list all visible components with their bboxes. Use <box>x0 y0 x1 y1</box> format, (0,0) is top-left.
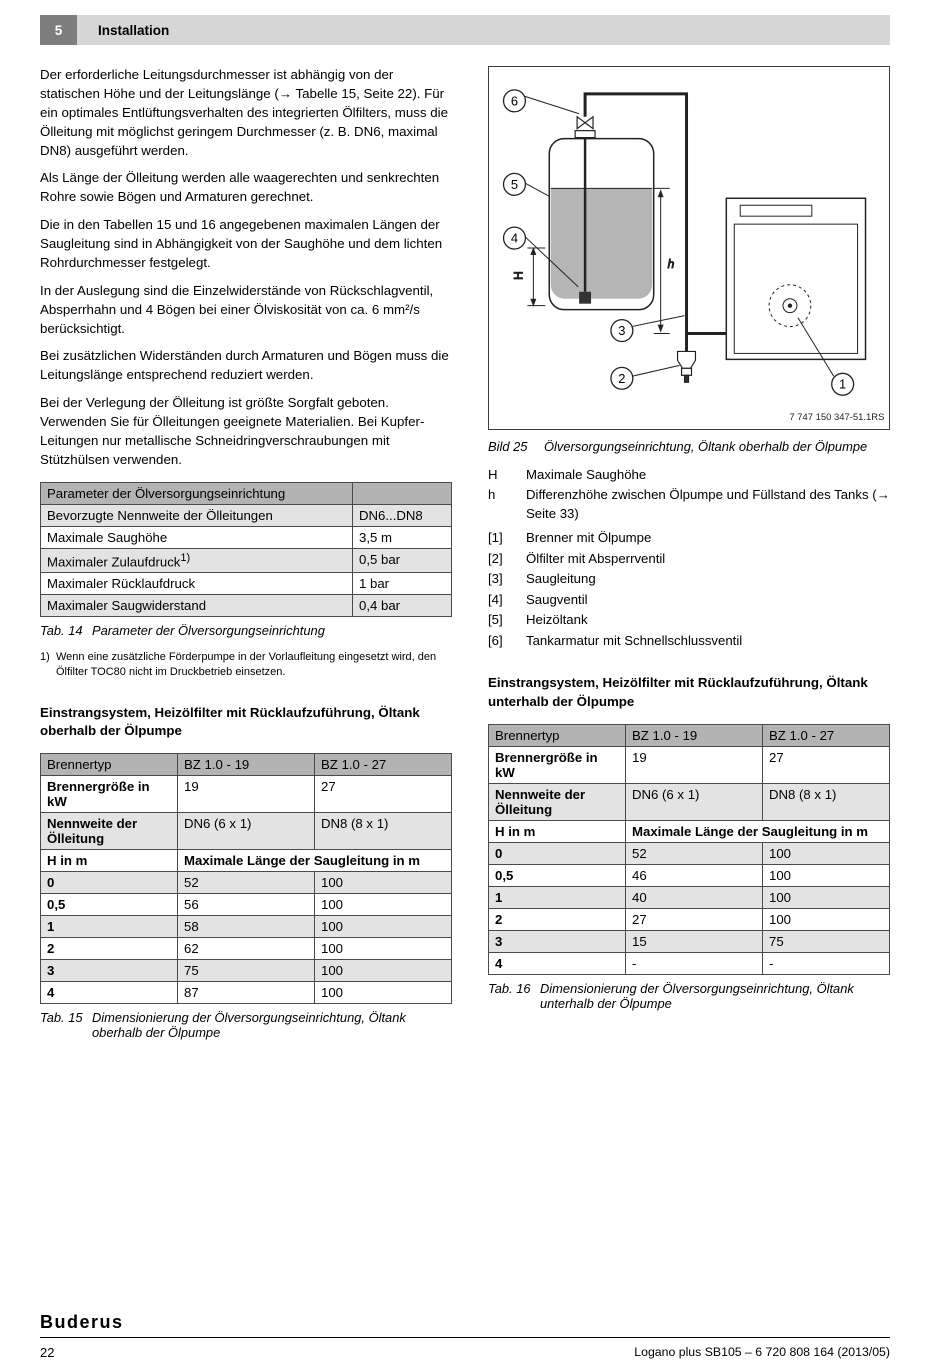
param-label: Bevorzugte Nennweite der Ölleitungen <box>41 504 353 526</box>
row-label: H in m <box>41 849 178 871</box>
row-label: Nennweite der Ölleitung <box>489 783 626 820</box>
table-caption <box>40 1010 452 1040</box>
paragraph: Bei zusätzlichen Widerständen durch Armaturen und Bögen muss die Leitungslänge entsprechend reduziert werden. <box>40 348 449 383</box>
svg-text:6: 6 <box>510 93 519 109</box>
caption-label: Tab. 14 <box>40 623 83 639</box>
dim-h-label: h <box>667 256 675 271</box>
h-value: 0 <box>489 842 626 864</box>
cell: 46 <box>626 864 763 886</box>
cell: 19 <box>626 746 763 783</box>
svg-text:2: 2 <box>618 370 626 386</box>
page-header <box>40 15 890 45</box>
cell: 40 <box>626 886 763 908</box>
cell: 100 <box>315 937 452 959</box>
footer-divider <box>40 1337 890 1338</box>
svg-text:4: 4 <box>510 230 519 246</box>
param-label: Maximaler Zulaufdruck$^{1)}$ <box>41 548 353 572</box>
callout-6 <box>504 90 526 112</box>
section-title: Installation <box>98 22 170 38</box>
caption-text: Dimensionierung der Ölversorgungseinrichtung, Öltank unterhalb der Ölpumpe <box>540 980 854 1011</box>
cell: 100 <box>315 915 452 937</box>
cell: 100 <box>763 864 890 886</box>
cell: 19 <box>178 775 315 812</box>
legend-key: [6] <box>488 632 503 648</box>
param-label: Maximale Saughöhe <box>41 526 353 548</box>
cell: 75 <box>763 930 890 952</box>
figure-oil-supply-diagram <box>488 66 890 430</box>
paragraph: Bei der Verlegung der Ölleitung ist größte Sorgfalt geboten. Verwenden Sie für Ölleitungen geeignete Materialien. Bei Kupfer-Leitungen nur metallische Schneidringverschraubungen mit Stützhülsen verwenden. <box>40 395 425 467</box>
section-number: 5 <box>40 15 77 45</box>
cell: 56 <box>178 893 315 915</box>
svg-text:5: 5 <box>510 176 519 192</box>
h-value: 3 <box>489 930 626 952</box>
table-caption <box>40 623 452 638</box>
col-header: BZ 1.0 - 19 <box>626 724 763 746</box>
legend-item <box>488 632 890 650</box>
span-label: Maximale Länge der Saugleitung in m <box>626 820 890 842</box>
paragraph: In der Auslegung sind die Einzelwiderstände von Rückschlagventil, Absperrhahn und 4 Bögen bei einer Ölviskosität von ca. 6 mm²/s berücksichtigt. <box>40 282 434 336</box>
h-value: 0,5 <box>489 864 626 886</box>
content-columns <box>40 66 890 1040</box>
cell: DN8 (8 x 1) <box>315 812 452 849</box>
param-label: Maximaler Saugwiderstand <box>41 595 353 617</box>
cell: 27 <box>626 908 763 930</box>
right-column <box>488 66 890 1040</box>
legend-text: Saugleitung <box>526 571 596 587</box>
figure-ref-number: 7 747 150 347-51.1RS <box>789 412 885 424</box>
section-heading-right: Einstrangsystem, Heizölfilter mit Rücklaufzuführung, Öltank unterhalb der Ölpumpe <box>488 675 868 709</box>
caption-label: Tab. 16 <box>488 980 531 996</box>
callout-2 <box>611 367 633 389</box>
page-footer <box>40 1312 890 1360</box>
cell: 100 <box>763 842 890 864</box>
svg-text:3: 3 <box>618 323 626 339</box>
legend-key: [1] <box>488 530 503 546</box>
dimensioning-table-above <box>40 753 452 1004</box>
h-value: 1 <box>41 915 178 937</box>
h-value: 2 <box>489 908 626 930</box>
legend-item <box>488 550 890 568</box>
h-value: 4 <box>41 981 178 1003</box>
legend-item <box>488 486 890 523</box>
h-value: 4 <box>489 952 626 974</box>
param-label: Maximaler Rücklaufdruck <box>41 573 353 595</box>
legend-item <box>488 611 890 629</box>
legend-item <box>488 466 890 484</box>
legend-text: Differenzhöhe zwischen Ölpumpe und Füllstand des Tanks (→ Seite 33) <box>526 487 890 521</box>
caption-text: Dimensionierung der Ölversorgungseinrichtung, Öltank oberhalb der Ölpumpe <box>92 1009 406 1040</box>
cell: DN6 (6 x 1) <box>178 812 315 849</box>
footnote-marker: 1) <box>40 651 50 664</box>
legend-key: [3] <box>488 571 503 587</box>
oil-tank <box>549 139 653 310</box>
callout-3 <box>611 320 633 342</box>
cell: 75 <box>178 959 315 981</box>
h-value: 0,5 <box>41 893 178 915</box>
oil-filter <box>678 351 696 382</box>
col-header: BZ 1.0 - 27 <box>763 724 890 746</box>
dim-H-label: H <box>511 271 526 280</box>
cell: 100 <box>315 981 452 1003</box>
cell: 100 <box>763 908 890 930</box>
cell: 27 <box>315 775 452 812</box>
callout-5 <box>504 173 526 195</box>
legend-text: Tankarmatur mit Schnellschlussventil <box>526 632 743 648</box>
h-value: 3 <box>41 959 178 981</box>
legend-text: Ölfilter mit Absperrventil <box>526 550 666 566</box>
h-value: 0 <box>41 871 178 893</box>
cell: 100 <box>315 871 452 893</box>
legend-key: H <box>488 467 498 482</box>
footnote-ref: 1) <box>180 551 191 564</box>
dimensioning-table-below <box>488 724 890 975</box>
legend-text: Saugventil <box>526 591 588 607</box>
cell: 58 <box>178 915 315 937</box>
row-label: Brennergröße in kW <box>41 775 178 812</box>
param-value: 1 bar <box>353 573 452 595</box>
cell: 52 <box>178 871 315 893</box>
callout-1 <box>832 373 854 395</box>
col-header: Brennertyp <box>41 753 178 775</box>
callout-4 <box>504 227 526 249</box>
paragraph: Der erforderliche Leitungsdurchmesser ist abhängig von der statischen Höhe und der Leitungslänge (→ Tabelle 15, Seite 22). Für ein optimales Entlüftungsverhalten des integrierten Ölfilters, muss die Ölleitung mit möglichst geringem Durchmesser (z. B. DN6, maximal DN8) ausgeführt werden. <box>40 67 448 158</box>
parameter-table <box>40 482 452 617</box>
legend-text: Heizöltank <box>526 612 588 628</box>
param-value: 0,4 bar <box>353 595 452 617</box>
paragraph: Die in den Tabellen 15 und 16 angegebenen maximalen Längen der Saugleitung sind in Abhängigkeit von der Saughöhe und dem lichten Rohrdurchmesser festgelegt. <box>40 217 443 270</box>
cell: 15 <box>626 930 763 952</box>
row-label: H in m <box>489 820 626 842</box>
caption-text: Ölversorgungseinrichtung, Öltank oberhalb der Ölpumpe <box>544 439 868 454</box>
svg-text:1: 1 <box>839 376 847 392</box>
param-value: 0,5 bar <box>353 548 452 572</box>
footnote <box>40 650 452 680</box>
figure-legend <box>488 466 890 650</box>
buderus-logo: Buderus <box>40 1312 124 1332</box>
legend-key: h <box>488 487 496 503</box>
section-heading-left: Einstrangsystem, Heizölfilter mit Rücklaufzuführung, Öltank oberhalb der Ölpumpe <box>40 704 420 739</box>
caption-label: Tab. 15 <box>40 1009 83 1025</box>
page-number: 22 <box>40 1345 55 1360</box>
footnote-text: Wenn eine zusätzliche Förderpumpe in der Vorlaufleitung eingesetzt wird, den Ölfilter TOC80 nicht im Druckbetrieb einsetzen. <box>56 651 437 678</box>
cell: 52 <box>626 842 763 864</box>
table-caption <box>488 981 890 1011</box>
col-header: Brennertyp <box>489 724 626 746</box>
legend-key: [2] <box>488 550 503 566</box>
document-reference: Logano plus SB105 – 6 720 808 164 (2013/05) <box>634 1345 890 1359</box>
cell: - <box>763 952 890 974</box>
parameter-table-title-empty <box>353 482 452 504</box>
h-value: 1 <box>489 886 626 908</box>
cell: 87 <box>178 981 315 1003</box>
paragraph: Als Länge der Ölleitung werden alle waagerechten und senkrechten Rohre sowie Bögen und Armaturen gerechnet. <box>40 170 440 205</box>
legend-key: [4] <box>488 591 503 607</box>
h-value: 2 <box>41 937 178 959</box>
cell: 27 <box>763 746 890 783</box>
caption-text: Parameter der Ölversorgungseinrichtung <box>92 623 325 639</box>
cell: 100 <box>315 959 452 981</box>
row-label: Brennergröße in kW <box>489 746 626 783</box>
cell: - <box>626 952 763 974</box>
cell: DN6 (6 x 1) <box>626 783 763 820</box>
cell: 100 <box>763 886 890 908</box>
cell: 62 <box>178 937 315 959</box>
span-label: Maximale Länge der Saugleitung in m <box>178 849 452 871</box>
dimension-H <box>511 247 545 307</box>
col-header: BZ 1.0 - 19 <box>178 753 315 775</box>
legend-item <box>488 591 890 609</box>
param-value: 3,5 m <box>353 526 452 548</box>
legend-text: Brenner mit Ölpumpe <box>526 530 652 546</box>
tank-armature <box>575 117 595 138</box>
row-label: Nennweite der Ölleitung <box>41 812 178 849</box>
cell: 100 <box>315 893 452 915</box>
cell: DN8 (8 x 1) <box>763 783 890 820</box>
caption-label: Bild 25 <box>488 439 528 454</box>
legend-item <box>488 529 890 547</box>
col-header: BZ 1.0 - 27 <box>315 753 452 775</box>
foot-valve <box>579 292 591 304</box>
left-column <box>40 66 452 1040</box>
parameter-table-title: Parameter der Ölversorgungseinrichtung <box>41 482 353 504</box>
param-value: DN6...DN8 <box>353 504 452 526</box>
dimension-h <box>654 188 675 333</box>
legend-key: [5] <box>488 612 503 628</box>
oil-supply-schematic <box>489 67 891 429</box>
figure-caption <box>488 439 890 454</box>
legend-text: Maximale Saughöhe <box>526 467 647 482</box>
boiler <box>726 198 865 359</box>
legend-item <box>488 570 890 588</box>
